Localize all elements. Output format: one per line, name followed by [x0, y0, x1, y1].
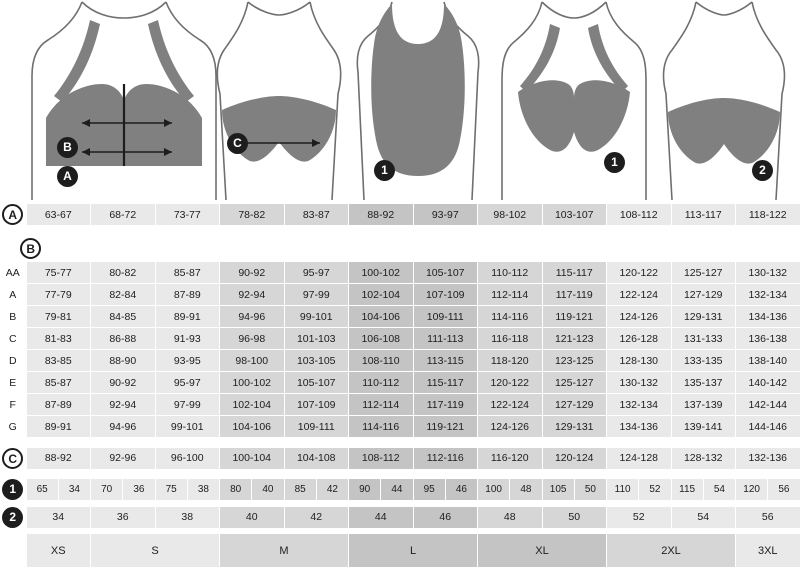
cell-2-2: 36 — [91, 506, 156, 528]
cell-B-A-9: 117-119 — [542, 284, 607, 306]
cell-B-AA-4: 90-92 — [220, 262, 285, 284]
cell-B-D-2: 88-90 — [91, 350, 156, 372]
cell-C-7: 112-116 — [413, 447, 478, 469]
row-label-1 — [0, 479, 26, 501]
cell-B-B-10: 124-126 — [607, 306, 672, 328]
cell-B-B-7: 109-111 — [413, 306, 478, 328]
cell-B-E-3: 95-97 — [155, 372, 220, 394]
cell-1-2b: 36 — [123, 479, 155, 501]
cell-B-G-4: 104-106 — [220, 416, 285, 438]
cell-C-9: 120-124 — [542, 447, 607, 469]
cell-B-AA-1: 75-77 — [26, 262, 91, 284]
size-cell-2xl: 2XL — [607, 534, 736, 568]
cell-1-10a: 110 — [607, 479, 639, 501]
size-cell-l: L — [349, 534, 478, 568]
cell-B-D-1: 83-85 — [26, 350, 91, 372]
badge-1-bikini-top: 1 — [604, 152, 625, 173]
cell-B-E-5: 105-107 — [284, 372, 349, 394]
bikini-bottom — [656, 0, 792, 208]
cell-B-G-6: 114-116 — [349, 416, 414, 438]
cell-1-4a: 80 — [220, 479, 252, 501]
cell-B-F-2: 92-94 — [91, 394, 156, 416]
cell-1-10b: 52 — [639, 479, 671, 501]
table-row-B — [0, 261, 800, 438]
row-B-header — [0, 235, 800, 261]
cell-B-C-11: 131-133 — [671, 328, 736, 350]
cup-label-AA: AA — [0, 262, 26, 284]
table-row-C — [0, 438, 800, 470]
cell-B-B-9: 119-121 — [542, 306, 607, 328]
size-cell-3xl: 3XL — [736, 534, 800, 568]
cell-B-G-2: 94-96 — [91, 416, 156, 438]
bra-front-svg — [24, 0, 224, 203]
badge-C: C — [227, 133, 248, 154]
size-cell-s: S — [91, 534, 220, 568]
one-piece-svg — [348, 0, 488, 203]
cell-B-B-1: 79-81 — [26, 306, 91, 328]
cell-B-F-10: 132-134 — [607, 394, 672, 416]
cell-1-12a: 120 — [736, 479, 768, 501]
cell-B-G-9: 129-131 — [542, 416, 607, 438]
table-row — [0, 506, 800, 528]
marker-A-icon: A — [2, 204, 23, 225]
cell-1-2a: 70 — [91, 479, 123, 501]
table-letter-sizes — [0, 529, 800, 569]
size-cell-xs: XS — [26, 534, 91, 568]
cell-C-1: 88-92 — [26, 447, 91, 469]
cell-C-3: 96-100 — [155, 447, 220, 469]
cell-B-A-3: 87-89 — [155, 284, 220, 306]
cell-2-12: 56 — [736, 506, 800, 528]
cell-B-E-1: 85-87 — [26, 372, 91, 394]
cell-B-C-6: 106-108 — [349, 328, 414, 350]
cell-B-F-5: 107-109 — [284, 394, 349, 416]
cell-A-1: 63-67 — [26, 204, 91, 226]
badge-1-swimsuit: 1 — [374, 160, 395, 181]
row-label-2 — [0, 506, 26, 528]
cell-B-B-11: 129-131 — [671, 306, 736, 328]
marker-C-icon: C — [2, 448, 23, 469]
bikini-top-svg — [498, 0, 650, 203]
cell-A-3: 73-77 — [155, 204, 220, 226]
cell-B-C-3: 91-93 — [155, 328, 220, 350]
table-row — [0, 350, 800, 372]
cell-C-11: 128-132 — [671, 447, 736, 469]
cell-B-A-1: 77-79 — [26, 284, 91, 306]
cell-B-D-11: 133-135 — [671, 350, 736, 372]
cell-C-2: 92-96 — [91, 447, 156, 469]
cell-A-7: 93-97 — [413, 204, 478, 226]
cell-B-D-5: 103-105 — [284, 350, 349, 372]
cell-C-12: 132-136 — [736, 447, 800, 469]
table-row — [0, 394, 800, 416]
size-cell-xl: XL — [478, 534, 607, 568]
cell-B-AA-8: 110-112 — [478, 262, 543, 284]
cell-A-2: 68-72 — [91, 204, 156, 226]
row-label-B — [0, 235, 62, 261]
cell-B-F-11: 137-139 — [671, 394, 736, 416]
cell-B-F-12: 142-144 — [736, 394, 800, 416]
cell-A-4: 78-82 — [220, 204, 285, 226]
cell-B-E-8: 120-122 — [478, 372, 543, 394]
cell-B-E-4: 100-102 — [220, 372, 285, 394]
table-row — [0, 479, 800, 501]
cell-B-AA-9: 115-117 — [542, 262, 607, 284]
cell-B-E-2: 90-92 — [91, 372, 156, 394]
cell-1-9a: 105 — [542, 479, 574, 501]
cell-2-6: 44 — [349, 506, 414, 528]
cell-A-6: 88-92 — [349, 204, 414, 226]
cell-B-A-7: 107-109 — [413, 284, 478, 306]
cell-A-8: 98-102 — [478, 204, 543, 226]
cell-B-D-7: 113-115 — [413, 350, 478, 372]
cell-B-F-1: 87-89 — [26, 394, 91, 416]
table-row — [0, 262, 800, 284]
cell-B-G-10: 134-136 — [607, 416, 672, 438]
cell-B-C-9: 121-123 — [542, 328, 607, 350]
cell-B-E-12: 140-142 — [736, 372, 800, 394]
cell-B-AA-12: 130-132 — [736, 262, 800, 284]
cell-1-11a: 115 — [671, 479, 703, 501]
cell-B-E-11: 135-137 — [671, 372, 736, 394]
cell-B-G-3: 99-101 — [155, 416, 220, 438]
marker-1-icon: 1 — [2, 479, 23, 500]
cell-B-G-7: 119-121 — [413, 416, 478, 438]
cell-B-G-5: 109-111 — [284, 416, 349, 438]
cell-B-B-8: 114-116 — [478, 306, 543, 328]
cup-label-E: E — [0, 372, 26, 394]
cell-B-C-8: 116-118 — [478, 328, 543, 350]
cell-1-5a: 85 — [284, 479, 316, 501]
row-label-A — [0, 204, 26, 226]
one-piece-swimsuit — [348, 0, 488, 208]
cell-B-G-8: 124-126 — [478, 416, 543, 438]
cell-B-B-4: 94-96 — [220, 306, 285, 328]
cell-B-C-4: 96-98 — [220, 328, 285, 350]
row-label-C — [0, 447, 26, 469]
cell-1-9b: 50 — [574, 479, 606, 501]
cell-B-A-11: 127-129 — [671, 284, 736, 306]
cell-1-1b: 34 — [58, 479, 90, 501]
cell-B-D-12: 138-140 — [736, 350, 800, 372]
table-row — [0, 534, 800, 568]
illustrations-row — [0, 0, 800, 203]
cell-B-B-12: 134-136 — [736, 306, 800, 328]
table-row — [0, 284, 800, 306]
cell-2-10: 52 — [607, 506, 672, 528]
size-cell-m: M — [220, 534, 349, 568]
cell-2-8: 48 — [478, 506, 543, 528]
cell-B-AA-2: 80-82 — [91, 262, 156, 284]
cell-1-5b: 42 — [316, 479, 348, 501]
marker-B-icon: B — [20, 238, 41, 259]
cell-B-B-5: 99-101 — [284, 306, 349, 328]
cell-B-C-7: 111-113 — [413, 328, 478, 350]
cell-B-G-11: 139-141 — [671, 416, 736, 438]
cell-2-4: 40 — [220, 506, 285, 528]
cup-label-C: C — [0, 328, 26, 350]
row-label-letter-sizes — [0, 534, 26, 568]
cell-B-G-1: 89-91 — [26, 416, 91, 438]
cell-B-AA-7: 105-107 — [413, 262, 478, 284]
cell-B-E-10: 130-132 — [607, 372, 672, 394]
panty-back-svg — [214, 0, 344, 203]
cell-2-1: 34 — [26, 506, 91, 528]
cell-B-A-6: 102-104 — [349, 284, 414, 306]
cell-A-10: 108-112 — [607, 204, 672, 226]
table-row — [0, 306, 800, 328]
cell-1-3a: 75 — [155, 479, 187, 501]
cell-B-AA-3: 85-87 — [155, 262, 220, 284]
cell-2-9: 50 — [542, 506, 607, 528]
cell-2-5: 42 — [284, 506, 349, 528]
cell-B-A-8: 112-114 — [478, 284, 543, 306]
cell-B-B-2: 84-85 — [91, 306, 156, 328]
cup-label-A: A — [0, 284, 26, 306]
cell-B-AA-11: 125-127 — [671, 262, 736, 284]
cell-B-C-12: 136-138 — [736, 328, 800, 350]
table-row — [0, 416, 800, 438]
cell-1-12b: 56 — [768, 479, 800, 501]
cell-B-A-4: 92-94 — [220, 284, 285, 306]
table-row — [0, 447, 800, 469]
cell-1-6b: 44 — [381, 479, 413, 501]
cell-B-D-4: 98-100 — [220, 350, 285, 372]
cell-1-1a: 65 — [26, 479, 58, 501]
table-row — [0, 372, 800, 394]
cell-1-8a: 100 — [478, 479, 510, 501]
cell-B-E-7: 115-117 — [413, 372, 478, 394]
cell-B-D-9: 123-125 — [542, 350, 607, 372]
cell-B-F-6: 112-114 — [349, 394, 414, 416]
cell-1-11b: 54 — [703, 479, 735, 501]
cell-C-10: 124-128 — [607, 447, 672, 469]
cell-A-5: 83-87 — [284, 204, 349, 226]
table-row-B-label — [0, 226, 800, 261]
cell-B-AA-5: 95-97 — [284, 262, 349, 284]
cup-label-B: B — [0, 306, 26, 328]
cell-B-E-6: 110-112 — [349, 372, 414, 394]
badge-2-bikini-bottom: 2 — [752, 160, 773, 181]
cell-B-C-5: 101-103 — [284, 328, 349, 350]
cell-C-5: 104-108 — [284, 447, 349, 469]
cell-1-7a: 95 — [413, 479, 445, 501]
cell-C-8: 116-120 — [478, 447, 543, 469]
cell-B-F-9: 127-129 — [542, 394, 607, 416]
cell-B-D-10: 128-130 — [607, 350, 672, 372]
cell-A-12: 118-122 — [736, 204, 800, 226]
cell-B-AA-10: 120-122 — [607, 262, 672, 284]
cell-B-C-1: 81-83 — [26, 328, 91, 350]
cell-B-D-8: 118-120 — [478, 350, 543, 372]
cell-A-11: 113-117 — [671, 204, 736, 226]
cell-1-3b: 38 — [187, 479, 219, 501]
table-row — [0, 328, 800, 350]
cell-B-C-2: 86-88 — [91, 328, 156, 350]
cell-B-AA-6: 100-102 — [349, 262, 414, 284]
cell-B-F-3: 97-99 — [155, 394, 220, 416]
table-row-1 — [0, 470, 800, 502]
cell-B-A-12: 132-134 — [736, 284, 800, 306]
cell-B-A-10: 122-124 — [607, 284, 672, 306]
cell-B-G-12: 144-146 — [736, 416, 800, 438]
cup-label-G: G — [0, 416, 26, 438]
badge-A: A — [57, 166, 78, 187]
cell-B-D-3: 93-95 — [155, 350, 220, 372]
cell-B-A-2: 82-84 — [91, 284, 156, 306]
cell-B-F-8: 122-124 — [478, 394, 543, 416]
cell-C-6: 108-112 — [349, 447, 414, 469]
cell-1-7b: 46 — [445, 479, 477, 501]
cell-B-F-4: 102-104 — [220, 394, 285, 416]
cell-B-B-6: 104-106 — [349, 306, 414, 328]
table-row-2 — [0, 501, 800, 529]
cell-2-3: 38 — [155, 506, 220, 528]
marker-2-icon: 2 — [2, 507, 23, 528]
cell-B-D-6: 108-110 — [349, 350, 414, 372]
cell-B-B-3: 89-91 — [155, 306, 220, 328]
cell-1-4b: 40 — [252, 479, 284, 501]
cell-B-F-7: 117-119 — [413, 394, 478, 416]
cell-B-C-10: 126-128 — [607, 328, 672, 350]
cell-1-6a: 90 — [349, 479, 381, 501]
cup-label-F: F — [0, 394, 26, 416]
cell-B-E-9: 125-127 — [542, 372, 607, 394]
cell-2-11: 54 — [671, 506, 736, 528]
cup-label-D: D — [0, 350, 26, 372]
cell-A-9: 103-107 — [542, 204, 607, 226]
bikini-top — [498, 0, 650, 208]
cell-B-A-5: 97-99 — [284, 284, 349, 306]
cell-2-7: 46 — [413, 506, 478, 528]
bra-front-view — [24, 0, 224, 208]
badge-B: B — [57, 137, 78, 158]
cell-1-8b: 48 — [510, 479, 542, 501]
cell-C-4: 100-104 — [220, 447, 285, 469]
panty-back-view — [214, 0, 344, 208]
